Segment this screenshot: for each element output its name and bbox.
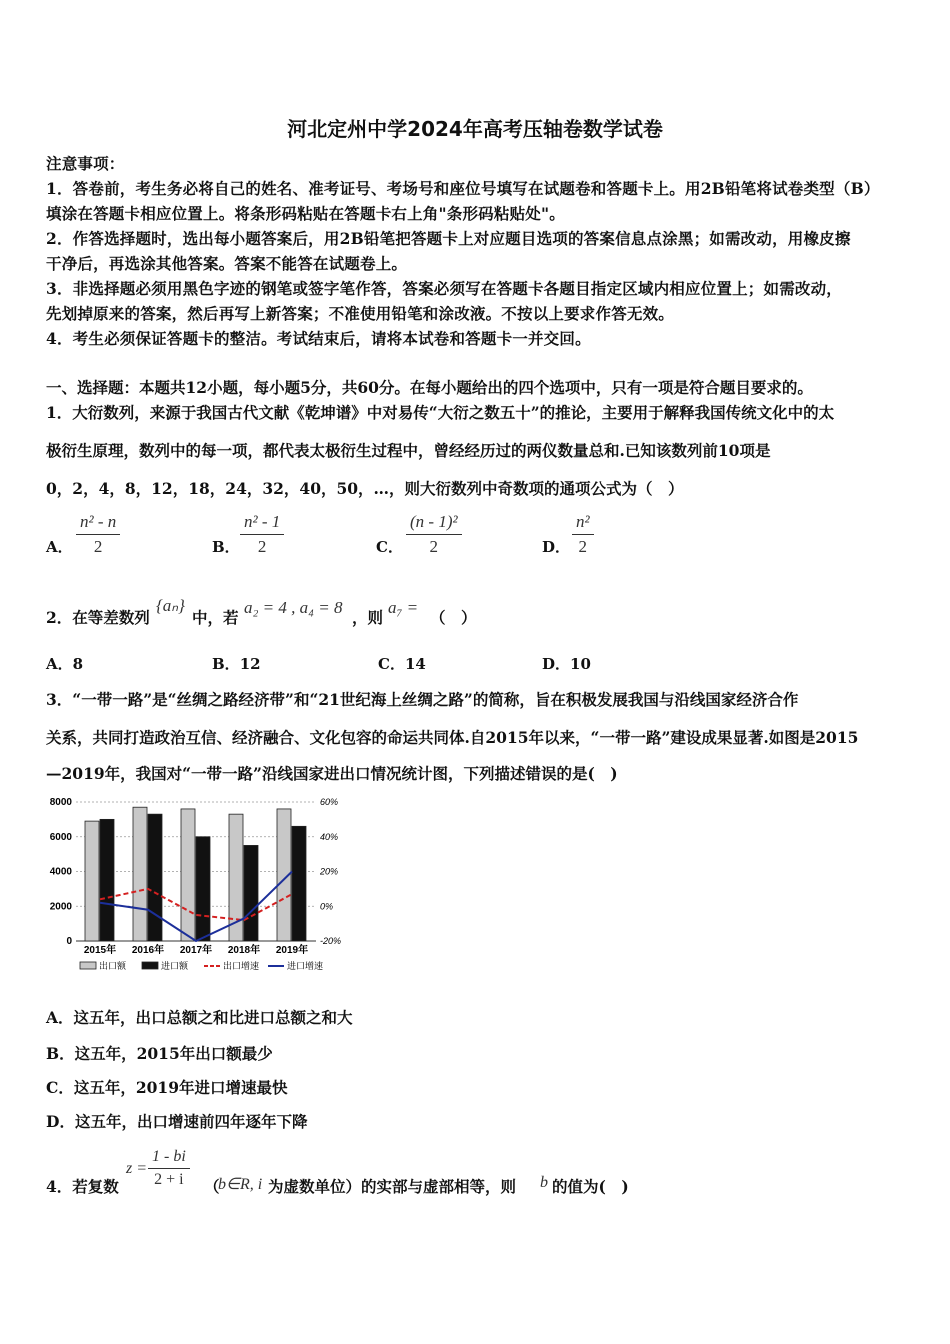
notice-line: 4．考生必须保证答题卡的整洁。考试结束后，请将本试卷和答题卡一并交回。 bbox=[46, 329, 591, 348]
y-tick-right: 20% bbox=[320, 866, 339, 877]
q3-text: 3．“一带一路”是“丝绸之路经济带”和“21世纪海上丝绸之路”的简称，旨在积极发展我国与沿线国家经济合作 bbox=[46, 690, 799, 709]
q2-suffix: （ ） bbox=[430, 608, 477, 627]
bar-export bbox=[181, 809, 195, 941]
q2-option-a: A．8 bbox=[46, 655, 84, 673]
q1-option-d-label: D． bbox=[542, 538, 571, 556]
q2-target: a₇ = bbox=[388, 598, 419, 617]
q3-text: —2019年，我国对“一带一路”沿线国家进出口情况统计图，下列描述错误的是( ) bbox=[46, 764, 618, 783]
q4-b: b bbox=[540, 1174, 548, 1191]
q4-fraction: $\frac{1 - bi}{2 + i}$ bbox=[148, 1148, 190, 1189]
y-tick-right: 40% bbox=[320, 831, 339, 842]
q1-option-c-formula: $\frac{\text{(n - 1)²}}{2}$ bbox=[406, 512, 462, 557]
q2-sequence: {aₙ} bbox=[156, 596, 185, 615]
q3-option-a: A．这五年，出口总额之和比进口总额之和大 bbox=[46, 1008, 353, 1027]
q4-condition: b∈R, i bbox=[218, 1176, 263, 1193]
q4-paren: （ bbox=[204, 1177, 220, 1196]
q2-condition: a₂ = 4 , a₄ = 8 bbox=[244, 598, 343, 617]
y-tick-right: -20% bbox=[320, 936, 342, 946]
notice-line: 1．答卷前，考生务必将自己的姓名、准考证号、考场号和座位号填写在试题卷和答题卡上。用2B铅笔将试卷类型（B） bbox=[46, 179, 880, 198]
q2-prefix: 2．在等差数列 bbox=[46, 608, 150, 627]
x-tick-label: 2018年 bbox=[227, 945, 261, 956]
notice-line: 先划掉原来的答案，然后再写上新答案；不准使用铅笔和涂改液。不按以上要求作答无效。 bbox=[46, 304, 675, 323]
q1-text: 0，2，4，8，12，18，24，32，40，50，…，则大衍数列中奇数项的通项公式为（ ） bbox=[46, 479, 684, 498]
q2-option-d: D．10 bbox=[542, 655, 591, 673]
q4-prefix: 4．若复数 bbox=[46, 1177, 119, 1196]
notice-line: 填涂在答题卡相应位置上。将条形码粘贴在答题卡右上角"条形码粘贴处"。 bbox=[46, 204, 565, 223]
y-tick-right: 0% bbox=[320, 901, 334, 912]
q3-option-b: B．这五年，2015年出口额最少 bbox=[46, 1044, 273, 1063]
y-tick-left: 2000 bbox=[49, 901, 72, 913]
q1-option-c-label: C． bbox=[376, 538, 403, 556]
section-heading: 一、选择题：本题共12小题，每小题5分，共60分。在每小题给出的四个选项中，只有一项是符合题目要求的。 bbox=[46, 378, 813, 397]
q2-then: ，则 bbox=[352, 608, 384, 627]
x-tick-label: 2016年 bbox=[131, 945, 165, 956]
bar-export bbox=[133, 807, 147, 941]
notice-line: 3．非选择题必须用黑色字迹的钢笔或签字笔作答，答案必须写在答题卡各题目指定区域内相应位置上；如需改动， bbox=[46, 279, 842, 298]
q1-option-a-formula: $\frac{\text{n² - n}}{2}$ bbox=[76, 512, 120, 557]
q4-z: z = bbox=[126, 1160, 148, 1177]
q2-option-c: C．14 bbox=[378, 655, 426, 673]
q3-option-c: C．这五年，2019年进口增速最快 bbox=[46, 1078, 288, 1097]
y-tick-left: 6000 bbox=[49, 831, 72, 843]
notice-heading: 注意事项： bbox=[46, 154, 125, 173]
trade-chart bbox=[44, 790, 354, 982]
q4-condition-text: 为虚数单位）的实部与虚部相等，则 bbox=[268, 1177, 517, 1196]
bar-import bbox=[100, 819, 114, 941]
q2-option-b: B．12 bbox=[212, 655, 261, 673]
q1-option-b-label: B． bbox=[212, 538, 240, 556]
x-tick-label: 2019年 bbox=[275, 945, 309, 956]
q1-text: 极衍生原理，数列中的每一项，都代表太极衍生过程中，曾经经历过的两仪数量总和.已知该数列前10项是 bbox=[46, 441, 771, 460]
bar-import bbox=[244, 845, 258, 941]
q1-option-a-label: A． bbox=[46, 538, 73, 556]
bar-import bbox=[292, 826, 306, 941]
legend-label: 出口增速 bbox=[223, 962, 260, 972]
y-tick-left: 0 bbox=[66, 936, 72, 947]
notice-line: 2．作答选择题时，选出每小题答案后，用2B铅笔把答题卡上对应题目选项的答案信息点涂黑；如需改动，用橡皮擦 bbox=[46, 229, 851, 248]
q1-option-d-formula: $\frac{\text{n²}}{2}$ bbox=[572, 512, 594, 557]
bar-import bbox=[196, 837, 210, 941]
q4-suffix: 的值为( ) bbox=[552, 1177, 629, 1196]
q1-text: 1．大衍数列，来源于我国古代文献《乾坤谱》中对易传“大衍之数五十”的推论，主要用于解释我国传统文化中的太 bbox=[46, 403, 835, 422]
q2-mid: 中，若 bbox=[192, 608, 239, 627]
x-tick-label: 2015年 bbox=[83, 945, 117, 956]
legend-label: 进口额 bbox=[161, 962, 189, 972]
legend-swatch bbox=[142, 962, 158, 969]
bar-import bbox=[148, 814, 162, 941]
y-tick-left: 4000 bbox=[49, 866, 72, 878]
q3-option-d: D．这五年，出口增速前四年逐年下降 bbox=[46, 1112, 308, 1131]
notice-line: 干净后，再选涂其他答案。答案不能答在试题卷上。 bbox=[46, 254, 408, 273]
y-tick-left: 8000 bbox=[49, 797, 72, 808]
trade-chart-svg bbox=[44, 790, 354, 982]
bar-export bbox=[85, 821, 99, 941]
q1-option-b-formula: $\frac{\text{n² - 1}}{2}$ bbox=[240, 512, 284, 557]
q3-text: 关系，共同打造政治互信、经济融合、文化包容的命运共同体.自2015年以来，“一带一路”建设成果显著.如图是2015 bbox=[46, 728, 859, 747]
y-tick-right: 60% bbox=[320, 797, 339, 807]
page-title: 河北定州中学2024年高考压轴卷数学试卷 bbox=[287, 117, 663, 141]
legend-swatch bbox=[80, 962, 96, 969]
legend-label: 出口额 bbox=[99, 962, 127, 972]
legend-label: 进口增速 bbox=[287, 962, 324, 972]
x-tick-label: 2017年 bbox=[179, 945, 213, 956]
